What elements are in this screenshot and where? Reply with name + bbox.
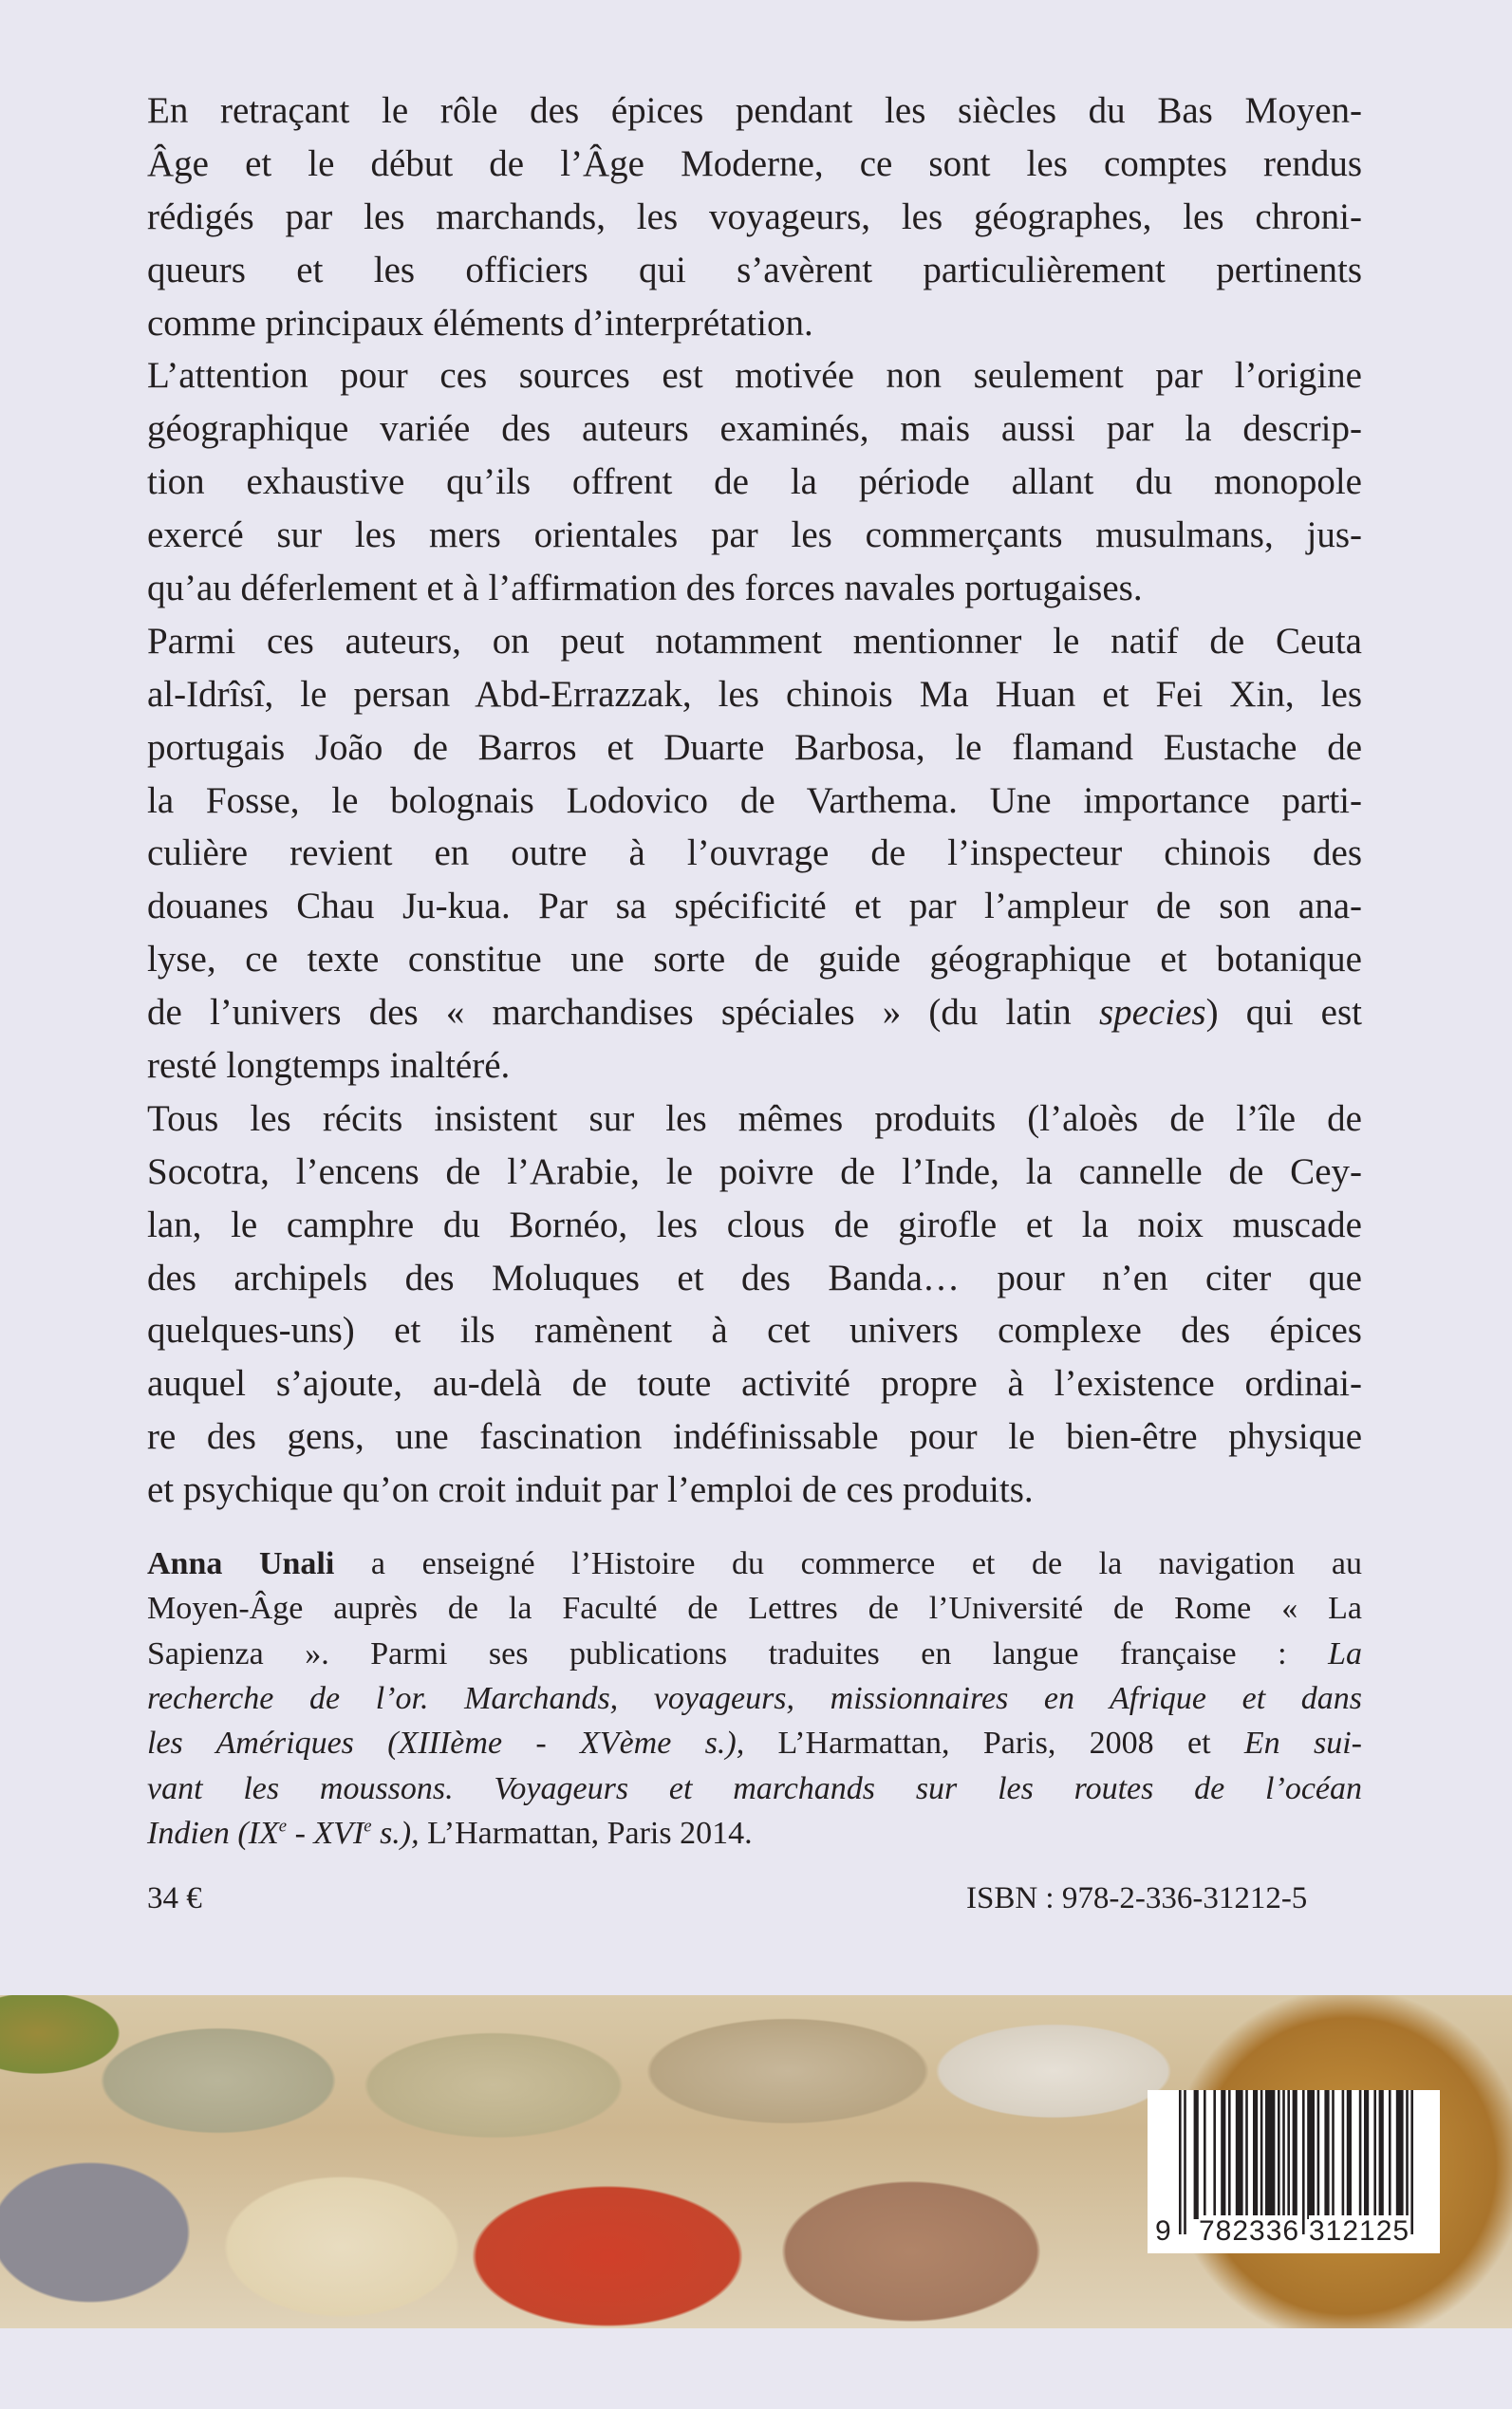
barcode-bar <box>1324 2090 1329 2219</box>
barcode-lead-digit: 9 <box>1155 2215 1171 2248</box>
text-segment: e <box>364 1816 372 1837</box>
text-segment: al-Idrîsî, le persan Abd-Errazzak, les chinois Ma Huan et Fei Xin, les <box>147 673 1362 715</box>
text-segment: queurs et les officiers qui s’avèrent particulièrement pertinents <box>147 249 1362 290</box>
barcode-bar <box>1221 2090 1225 2219</box>
text-segment: En retraçant le rôle des épices pendant les siècles du Bas Moyen- <box>147 90 1362 131</box>
text-segment: auquel s’ajoute, au-delà de toute activité propre à l’existence ordinai- <box>147 1363 1362 1405</box>
barcode-bar <box>1179 2090 1182 2234</box>
barcode-bar <box>1287 2090 1290 2219</box>
text-segment: les Amériques (XIIIème - XVème s.), <box>147 1726 745 1762</box>
text-segment: Sapienza ». Parmi ses publications traduites en langue française : <box>147 1635 1329 1671</box>
barcode-bar <box>1213 2090 1216 2219</box>
text-line <box>147 1199 1362 1252</box>
barcode-bar <box>1204 2090 1206 2219</box>
text-line <box>147 1304 1362 1357</box>
barcode-bar <box>1236 2090 1243 2219</box>
text-segment: exercé sur les mers orientales par les commerçants musulmans, jus- <box>147 514 1362 556</box>
text-line <box>147 1586 1362 1631</box>
barcode-bar <box>1282 2090 1285 2219</box>
text-line <box>147 138 1362 191</box>
text-segment: a enseigné l’Histoire du commerce et de la navigation au <box>334 1546 1362 1582</box>
text-segment: Socotra, l’encens de l’Arabie, le poivre de l’Inde, la cannelle de Cey- <box>147 1150 1362 1192</box>
text-line <box>147 562 1362 615</box>
bottom-margin <box>0 2328 1512 2406</box>
barcode-bar <box>1228 2090 1231 2219</box>
text-segment: portugais João de Barros et Duarte Barbosa, le flamand Eustache de <box>147 726 1362 768</box>
text-line <box>147 1676 1362 1721</box>
text-line <box>147 1811 1362 1856</box>
text-line <box>147 827 1362 880</box>
text-segment: quelques-uns) et ils ramènent à cet univers complexe des épices <box>147 1310 1362 1352</box>
barcode-bar <box>1245 2090 1248 2219</box>
text-line <box>147 668 1362 721</box>
text-segment: Moyen-Âge auprès de la Faculté de Lettres de l’Université de Rome « La <box>147 1591 1362 1627</box>
barcode-bar <box>1406 2090 1409 2234</box>
text-line <box>147 615 1362 668</box>
price-label: 34 € <box>147 1881 202 1916</box>
text-segment: - XVI <box>287 1815 364 1851</box>
text-segment: la Fosse, le bolognais Lodovico de Varthema. Une importance parti- <box>147 779 1362 821</box>
text-segment: L’Harmattan, Paris, 2008 et <box>744 1726 1244 1762</box>
barcode-bar <box>1332 2090 1335 2219</box>
text-segment: culière revient en outre à l’ouvrage de l’inspecteur chinois des <box>147 832 1362 874</box>
text-line <box>147 1541 1362 1586</box>
text-segment: lan, le camphre du Bornéo, les clous de girofle et la noix muscade <box>147 1204 1362 1245</box>
text-line <box>147 297 1362 350</box>
barcode-bar <box>1184 2090 1186 2234</box>
text-segment: douanes Chau Ju-kua. Par sa spécificité et par l’ampleur de son ana- <box>147 886 1362 927</box>
text-segment: lyse, ce texte constitue une sorte de guide géographique et botanique <box>147 939 1362 980</box>
barcode-bar <box>1396 2090 1404 2219</box>
isbn-label: ISBN : 978-2-336-31212-5 <box>966 1881 1308 1916</box>
text-line <box>147 349 1362 402</box>
barcode-bar <box>1373 2090 1376 2219</box>
barcode-bar <box>1260 2090 1263 2219</box>
text-segment: ) qui est <box>1205 992 1362 1034</box>
text-line <box>147 986 1362 1039</box>
text-line <box>147 721 1362 775</box>
barcode-bar <box>1410 2090 1413 2234</box>
text-segment: L’attention pour ces sources est motivée non seulement par l’origine <box>147 355 1362 397</box>
barcode-bar <box>1307 2090 1315 2219</box>
text-line <box>147 1410 1362 1464</box>
text-segment: e <box>278 1816 288 1837</box>
text-segment: s.), <box>371 1815 420 1851</box>
text-line <box>147 1039 1362 1092</box>
text-segment: En sui- <box>1243 1726 1362 1762</box>
text-segment: Indien (IX <box>147 1815 279 1851</box>
text-line <box>147 1721 1362 1765</box>
text-segment: Parmi ces auteurs, on peut notamment mentionner le natif de Ceuta <box>147 620 1362 662</box>
text-segment: rédigés par les marchands, les voyageurs, les géographes, les chroni- <box>147 196 1362 237</box>
spice-sacks-photo <box>0 1995 1512 2328</box>
text-segment: species <box>1098 992 1206 1034</box>
text-line <box>147 1766 1362 1811</box>
text-segment: L’Harmattan, Paris 2014. <box>419 1815 753 1851</box>
author-name: Anna Unali <box>147 1546 335 1582</box>
barcode-bar <box>1278 2090 1280 2219</box>
text-segment: et psychique qu’on croit induit par l’emploi de ces produits. <box>147 1469 1034 1511</box>
text-line <box>147 880 1362 933</box>
text-segment: Âge et le début de l’Âge Moderne, ce sont les comptes rendus <box>147 142 1362 184</box>
text-segment: La <box>1328 1635 1362 1671</box>
text-segment: de l’univers des « marchandises spéciales » (du latin <box>147 992 1099 1034</box>
barcode-bar <box>1253 2090 1258 2219</box>
text-segment: resté longtemps inaltéré. <box>147 1045 511 1087</box>
text-line <box>147 775 1362 828</box>
price-isbn-row <box>147 1878 1362 1918</box>
barcode-bar <box>1302 2090 1305 2234</box>
barcode <box>1148 2090 1440 2253</box>
text-line <box>147 1092 1362 1146</box>
barcode-right-digits: 312125 <box>1309 2215 1410 2248</box>
barcode-bar <box>1359 2090 1362 2219</box>
barcode-bar <box>1389 2090 1391 2219</box>
barcode-bar <box>1379 2090 1384 2219</box>
text-segment: recherche de l’or. Marchands, voyageurs, missionnaires en Afrique et dans <box>147 1680 1362 1716</box>
text-line <box>147 1146 1362 1199</box>
text-line <box>147 1252 1362 1305</box>
barcode-left-digits: 782336 <box>1199 2215 1300 2248</box>
barcode-bar <box>1347 2090 1352 2219</box>
text-line <box>147 509 1362 562</box>
back-cover-description <box>147 0 1362 1517</box>
text-line <box>147 191 1362 244</box>
text-segment: vant les moussons. Voyageurs et marchands sur les routes de l’océan <box>147 1770 1362 1806</box>
text-line <box>147 456 1362 509</box>
text-line <box>147 402 1362 456</box>
barcode-bar <box>1364 2090 1369 2219</box>
text-line <box>147 1464 1362 1517</box>
author-biography <box>147 1541 1362 1856</box>
barcode-bar <box>1194 2090 1199 2219</box>
text-line <box>147 933 1362 986</box>
barcode-bar <box>1293 2090 1297 2234</box>
text-segment: tion exhaustive qu’ils offrent de la période allant du monopole <box>147 461 1362 503</box>
text-segment: qu’au déferlement et à l’affirmation des forces navales portugaises. <box>147 568 1143 609</box>
barcode-bar <box>1317 2090 1320 2219</box>
text-line <box>147 244 1362 297</box>
text-line <box>147 1357 1362 1410</box>
text-line <box>147 1632 1362 1676</box>
barcode-bar <box>1342 2090 1345 2219</box>
text-segment: Tous les récits insistent sur les mêmes produits (l’aloès de l’île de <box>147 1097 1362 1139</box>
barcode-bar <box>1265 2090 1275 2219</box>
text-segment: comme principaux éléments d’interprétation. <box>147 302 813 344</box>
text-segment: géographique variée des auteurs examinés, mais aussi par la descrip- <box>147 408 1362 450</box>
text-line <box>147 84 1362 138</box>
text-segment: re des gens, une fascination indéfinissable pour le bien-être physique <box>147 1416 1362 1458</box>
text-segment: des archipels des Moluques et des Banda… pour n’en citer que <box>147 1257 1362 1298</box>
